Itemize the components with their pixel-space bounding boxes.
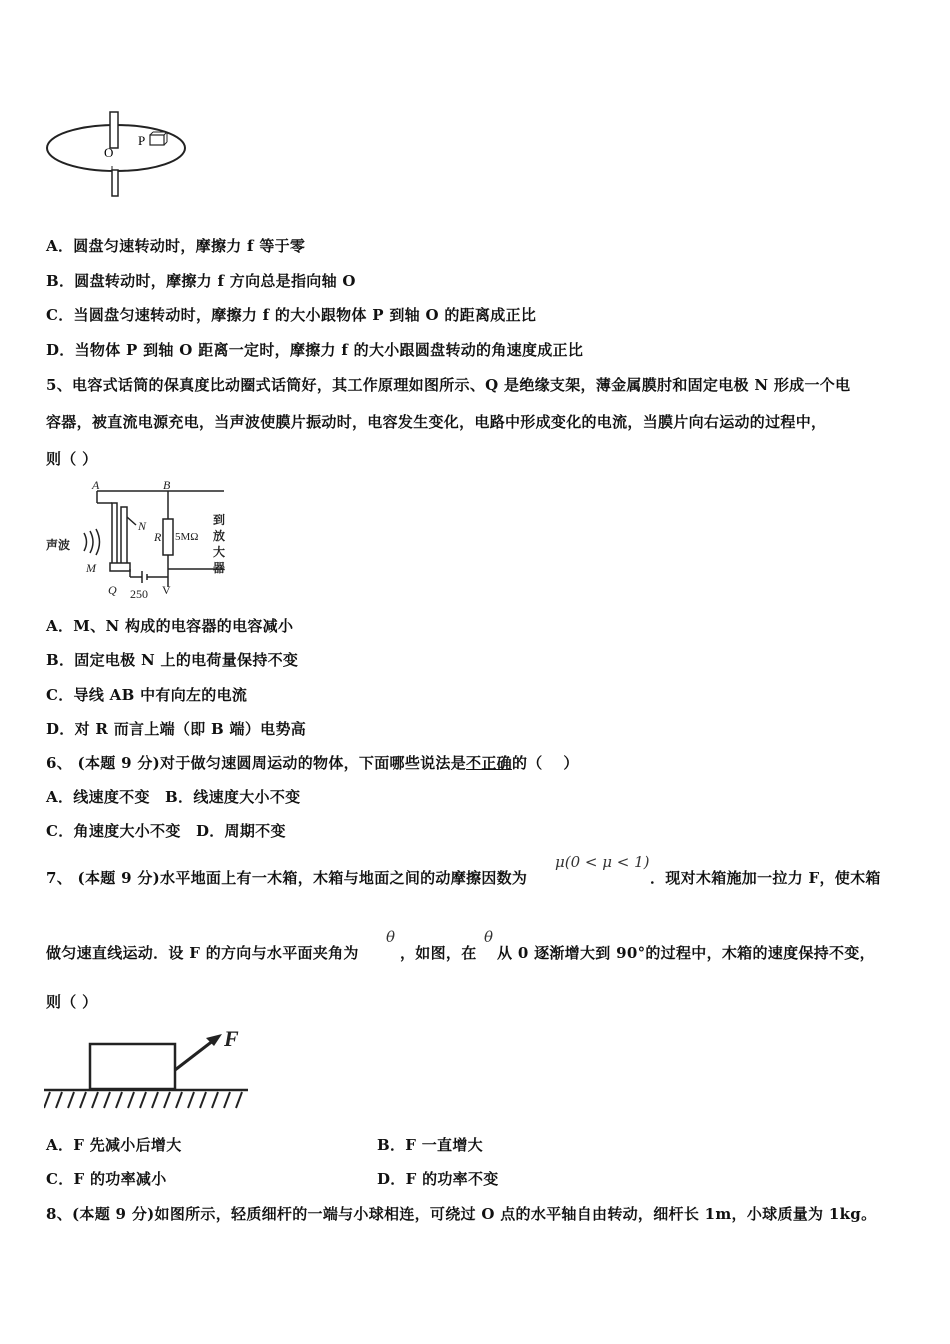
q8-stem: 8、(本题 9 分)如图所示，轻质细杆的一端与小球相连，可绕过 O 点的水平轴自由转动，细杆长 1m，小球质量为 1kg。 (46, 1205, 877, 1223)
fig5-amp-2: 放 (213, 529, 226, 543)
q4-option-b: B．圆盘转动时，摩擦力 f 方向总是指向轴 O (46, 272, 356, 290)
q6-stem-underlined: 不正确 (466, 754, 512, 772)
block-p (150, 135, 164, 145)
q7-theta-1: θ (386, 928, 396, 946)
q7-stem-line2-b: ，如图，在 (400, 944, 477, 962)
fig5-unit-v: V (162, 583, 171, 597)
q5-option-b: B．固定电极 N 上的电荷量保持不变 (46, 651, 299, 669)
q5-option-c: C．导线 AB 中有向左的电流 (46, 686, 248, 704)
fig5-voltage: 250 (130, 587, 148, 601)
q7-option-a: A．F 先减小后增大 (46, 1136, 182, 1154)
fig5-amp-3: 大 (213, 545, 226, 559)
q7-option-b: B．F 一直增大 (377, 1136, 483, 1154)
fig5-label-n: N (138, 519, 147, 533)
q7-stem-line2-c: 从 0 逐渐增大到 90°的过程中，木箱的速度保持不变， (497, 944, 875, 962)
fig5-amp-1: 到 (213, 513, 226, 527)
q6-options-ab: A．线速度不变 B．线速度大小不变 (46, 788, 301, 806)
disk-label-o: O (104, 145, 114, 160)
q6-stem-post: 的（ ） (511, 754, 579, 772)
q5-stem-line2: 容器，被直流电源充电，当声波使膜片振动时，电容发生变化，电路中形成变化的电流，当膜片向右运动的过程中， (46, 413, 827, 431)
fig5-label-r: R (154, 530, 162, 544)
fig5-label-q: Q (108, 583, 117, 597)
fig5-label-m: M (86, 561, 96, 575)
q5-option-d: D．对 R 而言上端（即 B 端）电势高 (46, 720, 307, 738)
disk-label-p: P (138, 133, 146, 148)
force-label-f: F (224, 1026, 239, 1051)
q6-stem (46, 752, 579, 773)
fig5-label-b: B (163, 478, 171, 492)
q7-stem-line3: 则（ ） (46, 993, 98, 1011)
q4-option-c: C．当圆盘匀速转动时，摩擦力 f 的大小跟物体 P 到轴 O 的距离成正比 (46, 306, 537, 324)
q6-stem-pre: 6、 (本题 9 分)对于做匀速圆周运动的物体，下面哪些说法是 (46, 754, 467, 772)
q7-theta-2: θ (484, 928, 494, 946)
q5-option-a: A．M、N 构成的电容器的电容减小 (46, 617, 294, 635)
q7-option-c: C．F 的功率减小 (46, 1170, 167, 1188)
q4-option-a: A．圆盘匀速转动时，摩擦力 f 等于零 (46, 237, 306, 255)
q5-stem-line3: 则（ ） (46, 450, 98, 468)
fig5-sound-label: 声波 (46, 538, 71, 552)
q7-option-d: D．F 的功率不变 (377, 1170, 499, 1188)
q7-mu-expression: μ(0 < μ < 1) (555, 853, 650, 871)
q7-stem-line2-a: 做匀速直线运动．设 F 的方向与水平面夹角为 (46, 944, 359, 962)
q4-option-d: D．当物体 P 到轴 O 距离一定时，摩擦力 f 的大小跟圆盘转动的角速度成正比 (46, 341, 584, 359)
fig5-amp-4: 器 (213, 561, 226, 575)
q7-stem-line1-post: ．现对木箱施加一拉力 F，使木箱 (650, 869, 881, 887)
q7-stem-line1-pre: 7、 (本题 9 分)水平地面上有一木箱，木箱与地面之间的动摩擦因数为 (46, 869, 528, 887)
q6-options-cd: C．角速度大小不变 D．周期不变 (46, 822, 286, 840)
microphone-circuit-figure (44, 477, 232, 601)
fig5-label-a: A (92, 478, 100, 492)
disk-figure (44, 108, 190, 200)
q5-stem-line1: 5、电容式话筒的保真度比动圈式话筒好，其工作原理如图所示、Q 是绝缘支架，薄金属膜肘和固定电极 N 形成一个电 (46, 376, 851, 394)
fig5-label-resistor: 5MΩ (175, 531, 199, 543)
box-force-figure (44, 1024, 250, 1114)
